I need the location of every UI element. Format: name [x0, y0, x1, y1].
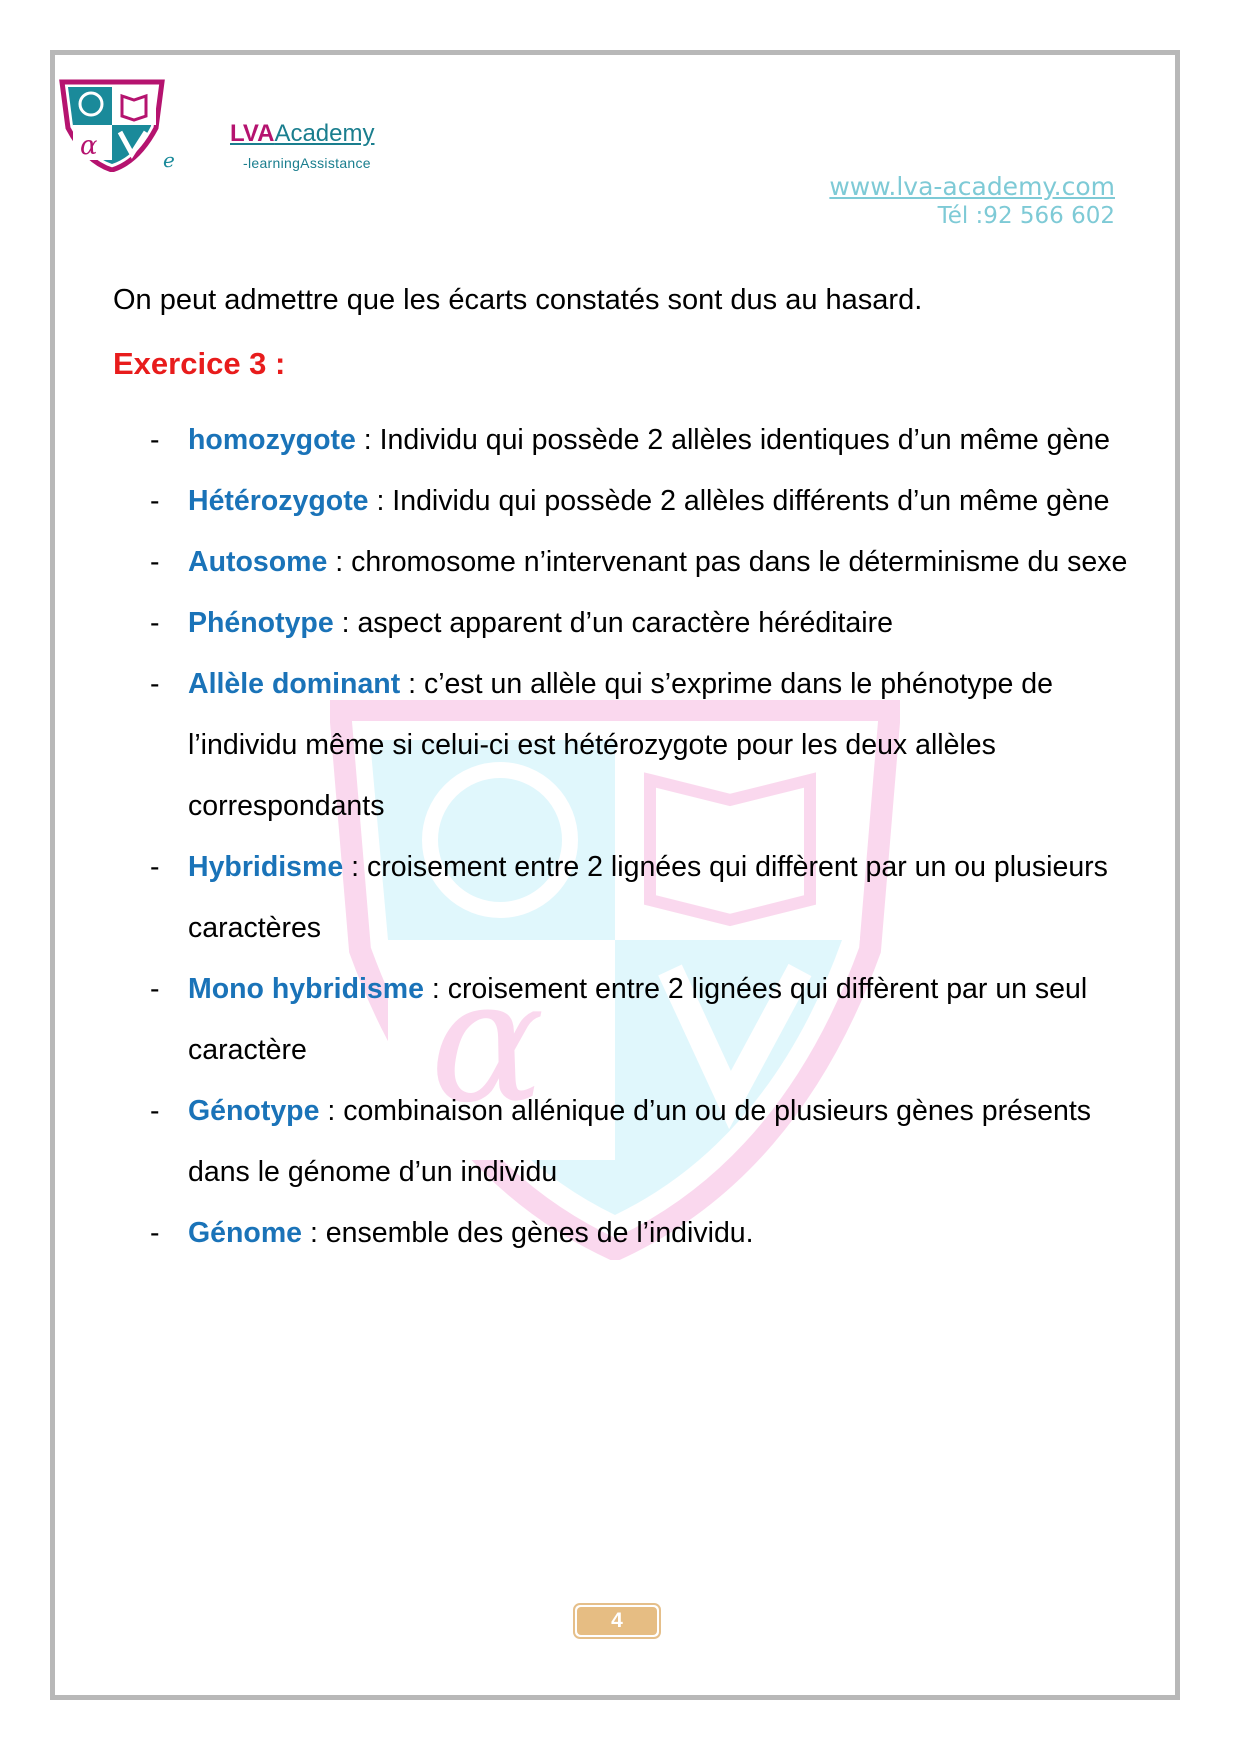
definition-term: Génotype: [188, 1095, 320, 1127]
definition-item: [150, 959, 1150, 1081]
definition-item: [150, 1081, 1150, 1203]
definition-text: : croisement entre 2 lignées qui diffèrent par un ou plusieurs caractères: [188, 851, 1108, 944]
phone-number: Tél :92 566 602: [937, 203, 1115, 229]
definition-item: [150, 1203, 1150, 1264]
svg-text:α: α: [80, 131, 98, 161]
definition-term: Génome: [188, 1217, 303, 1249]
bullet-dash: -: [150, 607, 160, 639]
definition-text: : chromosome n’intervenant pas dans le déterminisme du sexe: [327, 546, 1128, 578]
definition-text: : combinaison allénique d’un ou de plusieurs gènes présents dans le génome d’un individu: [188, 1095, 1092, 1188]
definition-item: [150, 410, 1150, 471]
definition-item: [150, 654, 1150, 837]
definition-item: [150, 593, 1150, 654]
definition-text: : croisement entre 2 lignées qui diffèrent par un seul caractère: [188, 973, 1088, 1066]
definition-term: Hétérozygote: [188, 485, 369, 517]
intro-text: On peut admettre que les écarts constatés sont dus au hasard.: [113, 284, 923, 316]
definition-item: [150, 532, 1150, 593]
bullet-dash: -: [150, 485, 160, 517]
svg-text:α: α: [430, 943, 545, 1141]
definition-term: Phénotype: [188, 607, 334, 639]
page-number: 4: [577, 1607, 657, 1635]
bullet-dash: -: [150, 973, 160, 1005]
exercise-heading: Exercice 3 :: [113, 346, 286, 381]
definition-term: Mono hybridisme: [188, 973, 424, 1005]
definition-text: : c’est un allèle qui s’exprime dans le phénotype de l’individu même si celui-ci est hétérozygote pour les deux allèles correspondants: [188, 668, 1053, 822]
brand-prefix: LVA: [230, 120, 275, 147]
definition-item: [150, 471, 1150, 532]
brand-name: [230, 120, 374, 148]
bullet-dash: -: [150, 851, 160, 883]
definition-text: : Individu qui possède 2 allèles identiques d’un même gène: [355, 424, 1110, 456]
bullet-dash: -: [150, 1095, 160, 1127]
page-number-badge: [573, 1603, 661, 1639]
definition-text: : ensemble des gènes de l’individu.: [302, 1217, 754, 1249]
academy-logo: [58, 78, 166, 172]
definition-term: Autosome: [188, 546, 328, 578]
definition-term: Hybridisme: [188, 851, 344, 883]
definition-item: [150, 837, 1150, 959]
definitions-list: [150, 410, 1150, 1264]
logo-e-letter: e: [163, 148, 175, 172]
definition-text: : aspect apparent d’un caractère héréditaire: [333, 607, 893, 639]
definition-term: Allèle dominant: [188, 668, 401, 700]
website-link[interactable]: www.lva-academy.com: [829, 172, 1115, 201]
bullet-dash: -: [150, 668, 160, 700]
definition-term: homozygote: [188, 424, 356, 456]
definition-text: : Individu qui possède 2 allèles différents d’un même gène: [368, 485, 1110, 517]
brand-suffix: Academy: [274, 120, 375, 147]
bullet-dash: -: [150, 424, 160, 456]
brand-tagline: -learningAssistance: [243, 155, 371, 171]
bullet-dash: -: [150, 546, 160, 578]
bullet-dash: -: [150, 1217, 160, 1249]
